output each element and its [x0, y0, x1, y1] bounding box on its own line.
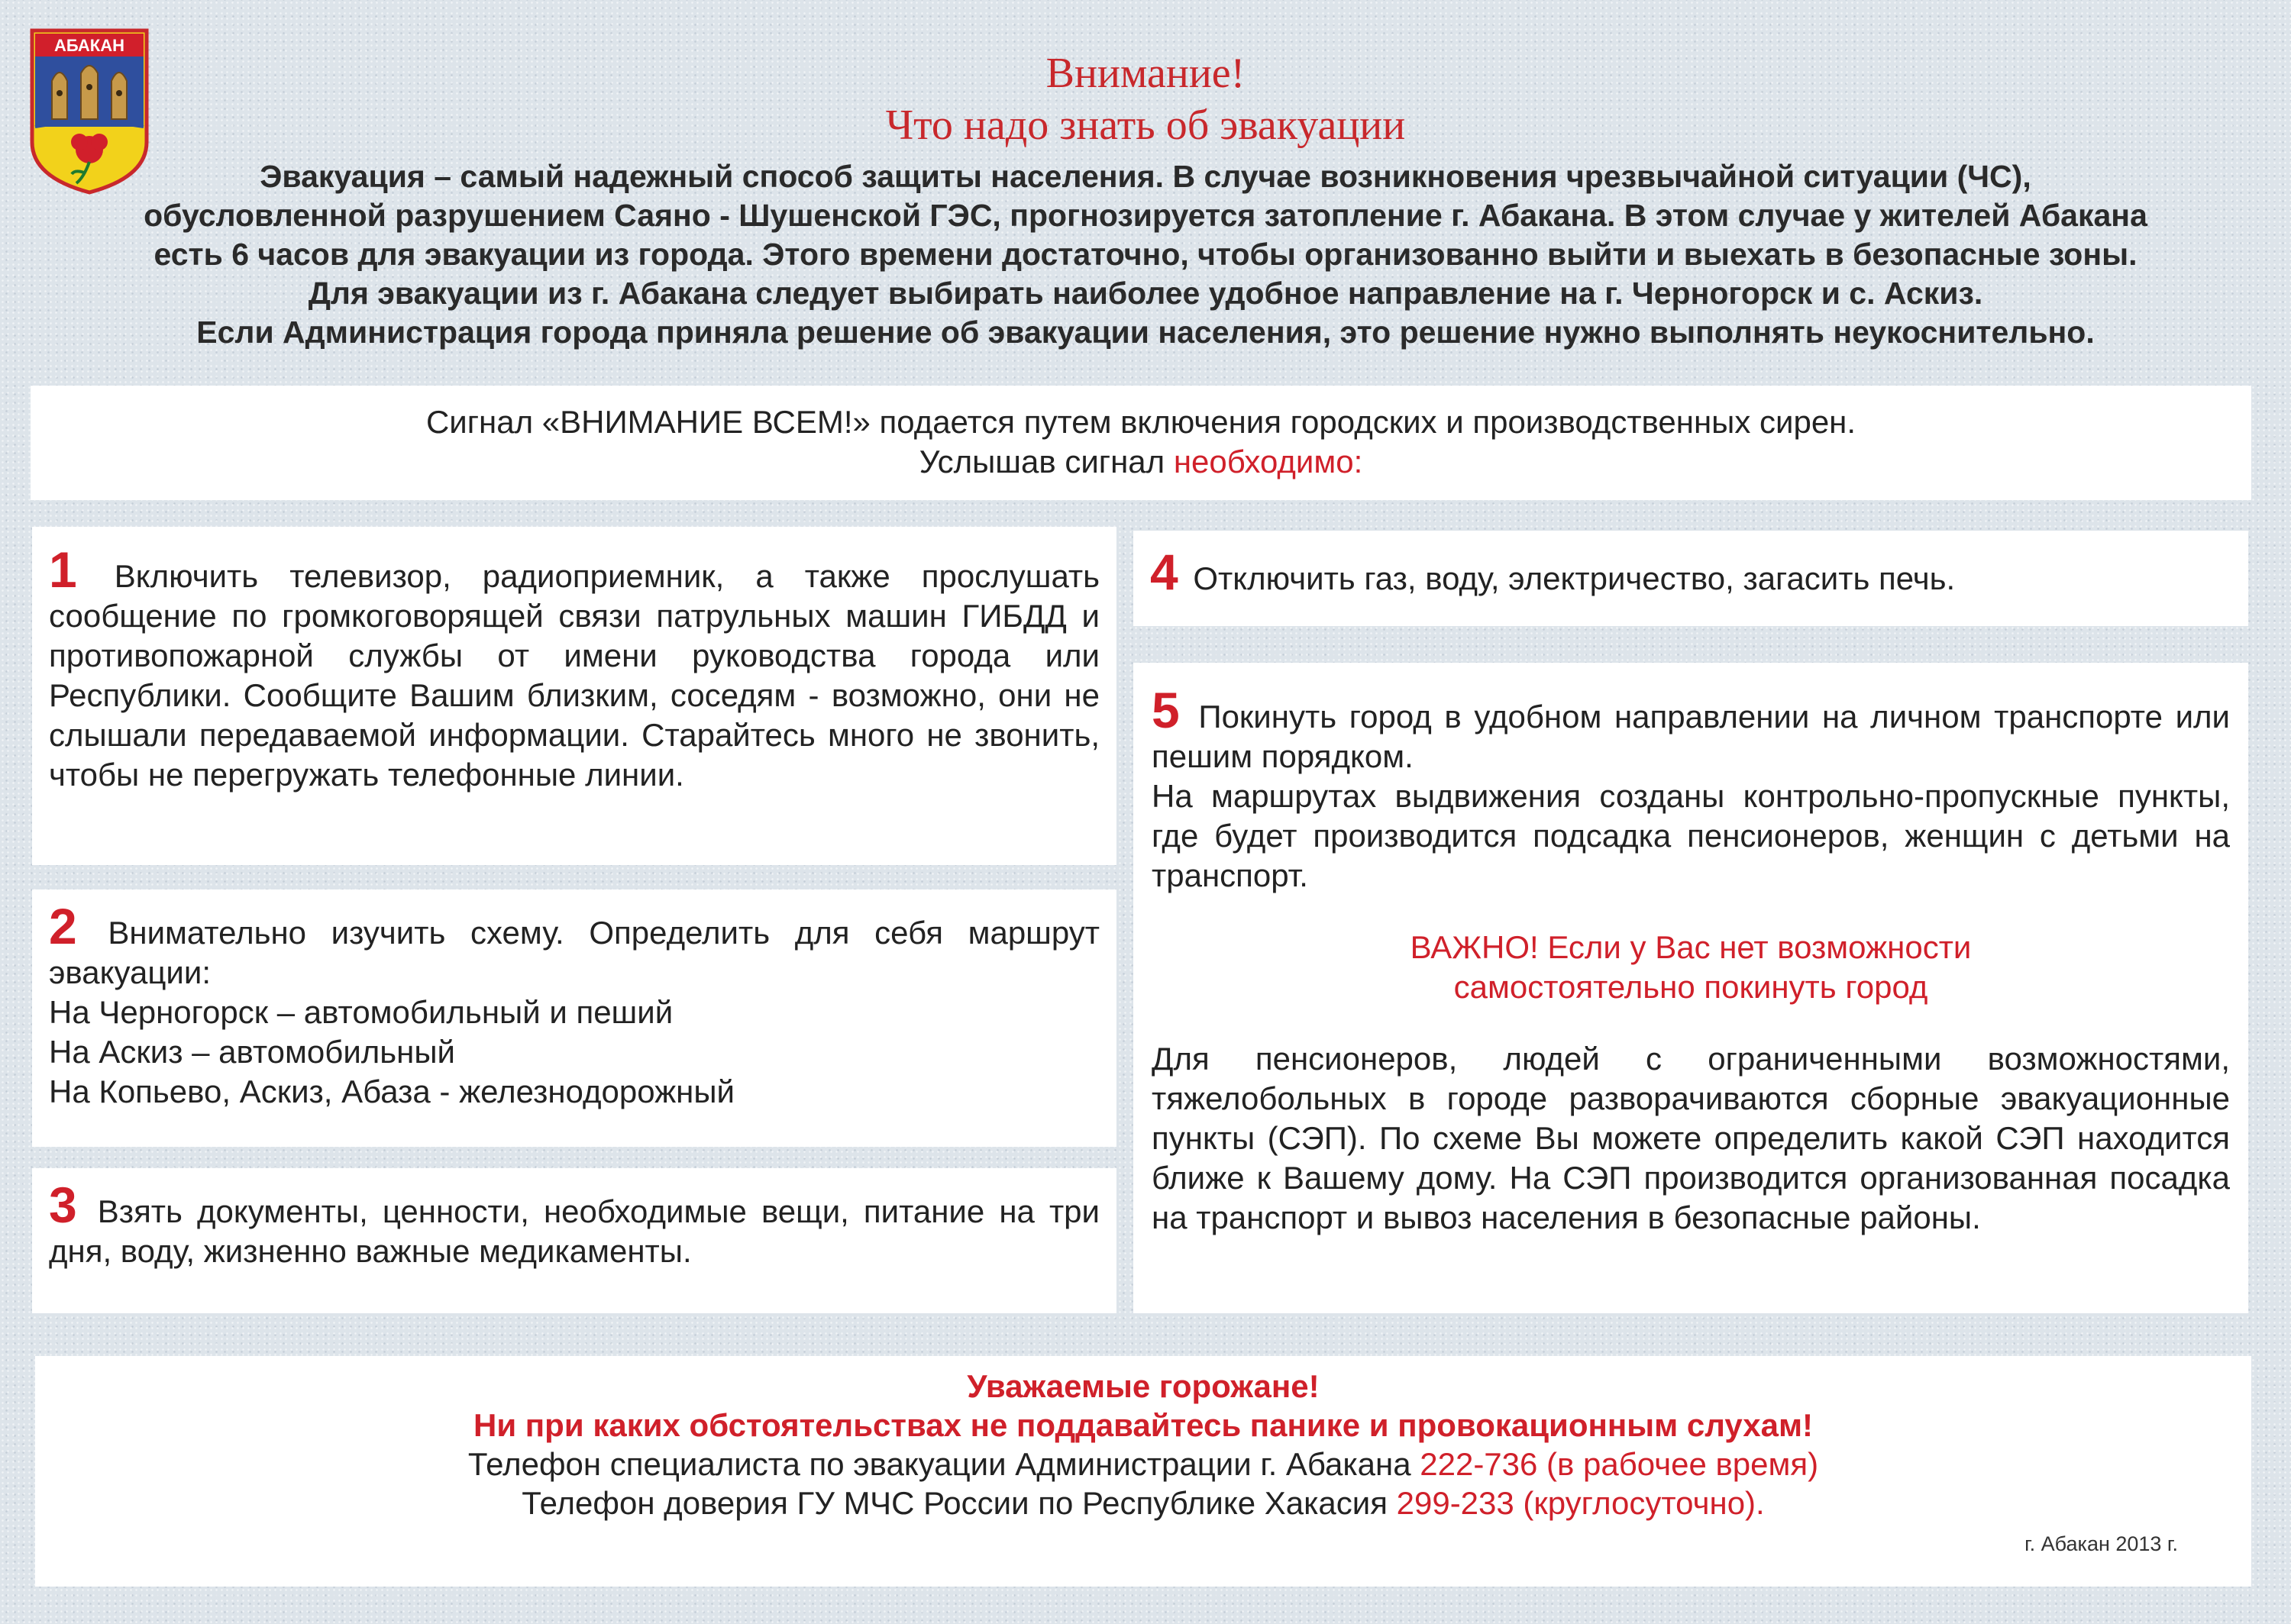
signal-instruction-highlight: необходимо:: [1173, 444, 1363, 479]
phone-label: Телефон доверия ГУ МЧС России по Республике Хакасия: [522, 1485, 1388, 1521]
intro-line: Если Администрация города приняла решение об эвакуации населения, это решение нужно выполнять неукоснительно.: [196, 315, 2095, 350]
step-number: 1: [49, 541, 77, 598]
emblem-label: АБАКАН: [54, 36, 124, 55]
page-title: [168, 47, 2123, 151]
intro-line: Эвакуация – самый надежный способ защиты населения. В случае возникновения чрезвычайной ситуации (ЧС),: [260, 159, 2031, 194]
signal-instruction: [31, 442, 2251, 482]
step-3-panel: [32, 1168, 1116, 1313]
step-number: 3: [49, 1177, 77, 1233]
intro-text: [31, 157, 2260, 352]
signal-text: Сигнал «ВНИМАНИЕ ВСЕМ!» подается путем включения городских и производственных сирен.: [425, 404, 1856, 440]
step-text: Покинуть город в удобном направлении на личном транспорте или пешим порядком.: [1152, 699, 2230, 774]
footer-note: г. Абакан 2013 г.: [2024, 1532, 2178, 1555]
important-line: ВАЖНО! Если у Вас нет возможности: [1410, 929, 1972, 965]
step-text: Отключить газ, воду, электричество, загасить печь.: [1193, 560, 1956, 596]
assembly-points-text: Для пенсионеров, людей с ограниченными возможностями, тяжелобольных в городе разворачиваются сборные эвакуационные пункты (СЭП). По схеме Вы можете определить какой СЭП находится ближе к Вашему дому. На СЭП производится организованная посадка на транспорт и вывоз населения в безопасные районы.: [1152, 1041, 2230, 1235]
step-2-panel: [32, 889, 1116, 1147]
phone-line: [35, 1484, 2251, 1522]
title-attention: Внимание!: [1045, 50, 1246, 97]
step-number: 5: [1152, 682, 1180, 738]
intro-line: обусловленной разрушением Саяно - Шушенской ГЭС, прогнозируется затопление г. Абакана. В этом случае у жителей Абакана: [144, 198, 2147, 233]
route-item: На Черногорск – автомобильный и пеший: [49, 994, 674, 1030]
phone-line: [35, 1445, 2251, 1484]
checkpoint-text: На маршрутах выдвижения созданы контрольно-пропускные пункты, где будет производится подсадка пенсионеров, женщин с детьми на транспорт.: [1152, 778, 2230, 893]
phone-label: Телефон специалиста по эвакуации Администрации г. Абакана: [467, 1446, 1411, 1482]
route-item: На Копьево, Аскиз, Абаза - железнодорожный: [49, 1074, 735, 1109]
important-notice: [1152, 928, 2230, 1007]
intro-line: есть 6 часов для эвакуации из города. Этого времени достаточно, чтобы организованно выйти и выехать в безопасные зоны.: [153, 237, 2138, 272]
step-5-panel: [1133, 663, 2248, 1313]
step-number: 2: [49, 898, 77, 954]
panic-warning: Ни при каких обстоятельствах не поддавайтесь панике и провокационным слухам!: [473, 1407, 1813, 1443]
route-item: На Аскиз – автомобильный: [49, 1034, 456, 1070]
step-text: Включить телевизор, радиоприемник, а также прослушать сообщение по громкоговорящей связи патрульных машин ГИБДД и противопожарной службы от имени руководства города или Республики. Сообщите Вашим близким, соседям - возможно, они не слышали передаваемой информации. Старайтесь много не звонить, чтобы не перегружать телефонные линии.: [49, 558, 1100, 793]
title-subject: Что надо знать об эвакуации: [885, 102, 1406, 149]
intro-line: Для эвакуации из г. Абакана следует выбирать наиболее удобное направление на г. Черногорск и с. Аскиз.: [308, 276, 1983, 311]
greeting: Уважаемые горожане!: [967, 1368, 1320, 1404]
step-4-panel: [1133, 531, 2248, 626]
step-number: 4: [1150, 544, 1178, 600]
step-text: Внимательно изучить схему. Определить для себя маршрут эвакуации:: [49, 915, 1100, 990]
contacts-panel: [35, 1356, 2251, 1587]
step-1-panel: [32, 527, 1116, 865]
phone-number: 299-233 (круглосуточно).: [1396, 1485, 1765, 1521]
signal-panel: [31, 386, 2251, 500]
important-line: самостоятельно покинуть город: [1453, 969, 1928, 1005]
phone-number: 222-736 (в рабочее время): [1420, 1446, 1819, 1482]
step-text: Взять документы, ценности, необходимые вещи, питание на три дня, воду, жизненно важные медикаменты.: [49, 1193, 1100, 1269]
signal-instruction-prefix: Услышав сигнал: [919, 444, 1165, 479]
